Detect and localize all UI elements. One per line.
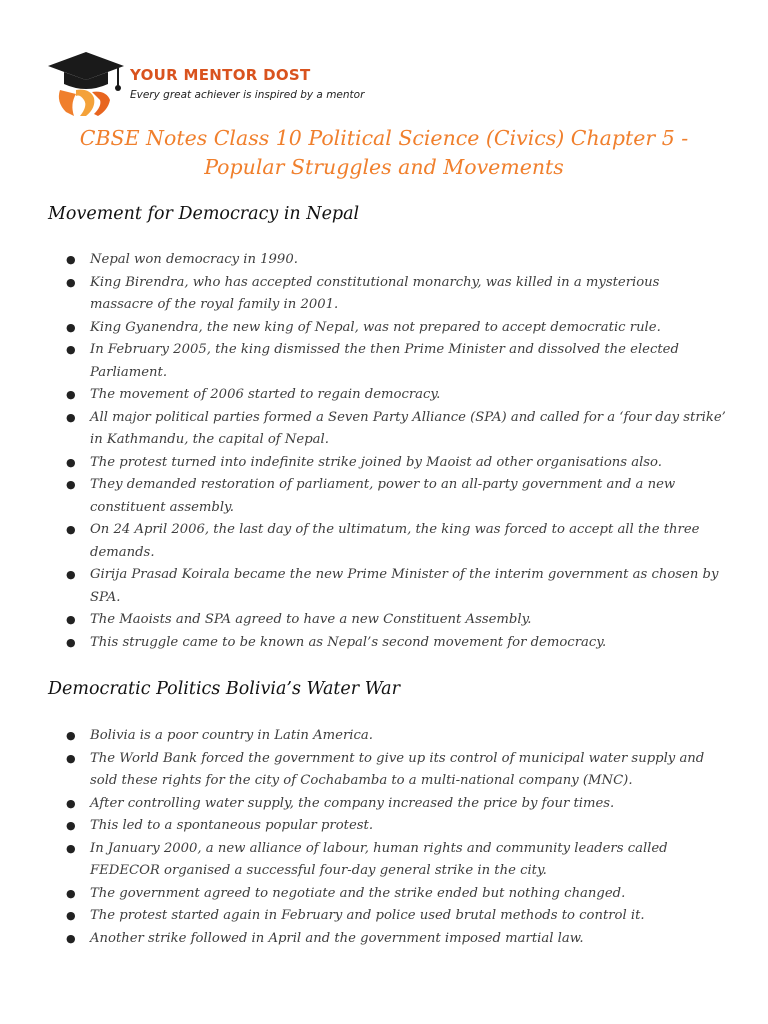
bullet-icon: ● <box>66 841 76 855</box>
brand-tagline: Every great achiever is inspired by a mentor <box>130 89 365 101</box>
bullet-icon: ● <box>66 478 76 491</box>
section-heading-nepal: Movement for Democracy in Nepal <box>48 204 360 224</box>
graduation-cap-icon <box>46 46 126 118</box>
section-heading-bolivia: Democratic Politics Bolivia’s Water War <box>48 679 400 699</box>
list-item-text: This led to a spontaneous popular protest. <box>90 818 374 833</box>
list-item-text: After controlling water supply, the company increased the price by four times. <box>90 795 615 811</box>
list-item-text: King Gyanendra, the new king of Nepal, was not prepared to accept democratic rule. <box>90 319 661 335</box>
bullet-icon: ● <box>66 886 76 900</box>
bullet-icon: ● <box>66 751 76 765</box>
list-item-text: In January 2000, a new alliance of labour, human rights and community leaders called FEDECOR organised a successful four-day general strike in the city. <box>90 840 668 878</box>
list-item <box>66 249 726 272</box>
list-item <box>66 632 726 655</box>
bullet-icon: ● <box>66 253 76 266</box>
bullet-icon: ● <box>66 455 76 469</box>
list-item-text: The Maoists and SPA agreed to have a new Constituent Assembly. <box>90 612 532 627</box>
list-item-text: They demanded restoration of parliament, power to an all-party government and a new constituent assembly. <box>90 477 676 515</box>
list-item-text: In February 2005, the king dismissed the then Prime Minister and dissolved the elected Parliament. <box>90 342 679 380</box>
bullet-icon: ● <box>66 729 76 742</box>
bullet-icon: ● <box>66 613 76 626</box>
bullet-icon: ● <box>66 388 76 401</box>
list-item-text: On 24 April 2006, the last day of the ultimatum, the king was forced to accept all the three demands. <box>90 522 700 560</box>
bullet-icon: ● <box>66 819 76 832</box>
brand-name: YOUR MENTOR DOST <box>130 66 311 84</box>
list-item <box>66 564 726 609</box>
list-item-text: King Birendra, who has accepted constitutional monarchy, was killed in a mysterious massacre of the royal family in 2001. <box>90 274 660 312</box>
list-item-text: The government agreed to negotiate and the strike ended but nothing changed. <box>90 885 626 901</box>
list-item-text: The protest started again in February and police used brutal methods to control it. <box>90 908 645 923</box>
bullet-icon: ● <box>66 931 76 945</box>
bullet-icon: ● <box>66 320 76 334</box>
list-item <box>66 519 726 564</box>
list-item <box>66 609 726 632</box>
bullet-icon: ● <box>66 523 76 536</box>
brand-logo <box>46 46 365 116</box>
list-item <box>66 384 726 407</box>
list-item <box>66 452 726 475</box>
bullet-icon: ● <box>66 635 76 649</box>
list-item-text: Another strike followed in April and the government imposed martial law. <box>90 930 584 946</box>
list-item-text: This struggle came to be known as Nepal’s second movement for democracy. <box>90 634 607 650</box>
list-item <box>66 928 726 951</box>
list-item-text: The protest turned into indefinite strike joined by Maoist ad other organisations also. <box>90 454 662 470</box>
list-item-text: Bolivia is a poor country in Latin America. <box>90 728 373 743</box>
list-item <box>66 838 726 883</box>
bullet-icon: ● <box>66 410 76 424</box>
list-item <box>66 407 726 452</box>
list-item <box>66 748 726 793</box>
list-item-text: Nepal won democracy in 1990. <box>90 252 298 267</box>
bullet-icon: ● <box>66 796 76 810</box>
bullet-icon: ● <box>66 568 76 581</box>
list-item <box>66 474 726 519</box>
nepal-bullet-list <box>66 249 726 654</box>
list-item-text: All major political parties formed a Seven Party Alliance (SPA) and called for a ‘four day strike’ in Kathmandu, the capital of Nepal. <box>90 409 726 447</box>
list-item-text: The movement of 2006 started to regain democracy. <box>90 387 441 402</box>
bullet-icon: ● <box>66 909 76 922</box>
list-item-text: Girija Prasad Koirala became the new Prime Minister of the interim government as chosen by SPA. <box>90 567 719 605</box>
list-item <box>66 272 726 317</box>
list-item <box>66 883 726 906</box>
page-title-line-2: Popular Struggles and Movements <box>204 155 564 179</box>
list-item <box>66 905 726 928</box>
list-item <box>66 339 726 384</box>
bullet-icon: ● <box>66 343 76 356</box>
bolivia-bullet-list <box>66 725 726 950</box>
list-item <box>66 793 726 816</box>
bullet-icon: ● <box>66 275 76 289</box>
list-item <box>66 317 726 340</box>
page-title-line-1: CBSE Notes Class 10 Political Science (Civics) Chapter 5 - <box>79 126 689 150</box>
list-item <box>66 815 726 838</box>
list-item <box>66 725 726 748</box>
list-item-text: The World Bank forced the government to give up its control of municipal water supply and sold these rights for the city of Cochabamba to a multi-national company (MNC). <box>90 750 705 788</box>
page-title <box>30 124 738 182</box>
